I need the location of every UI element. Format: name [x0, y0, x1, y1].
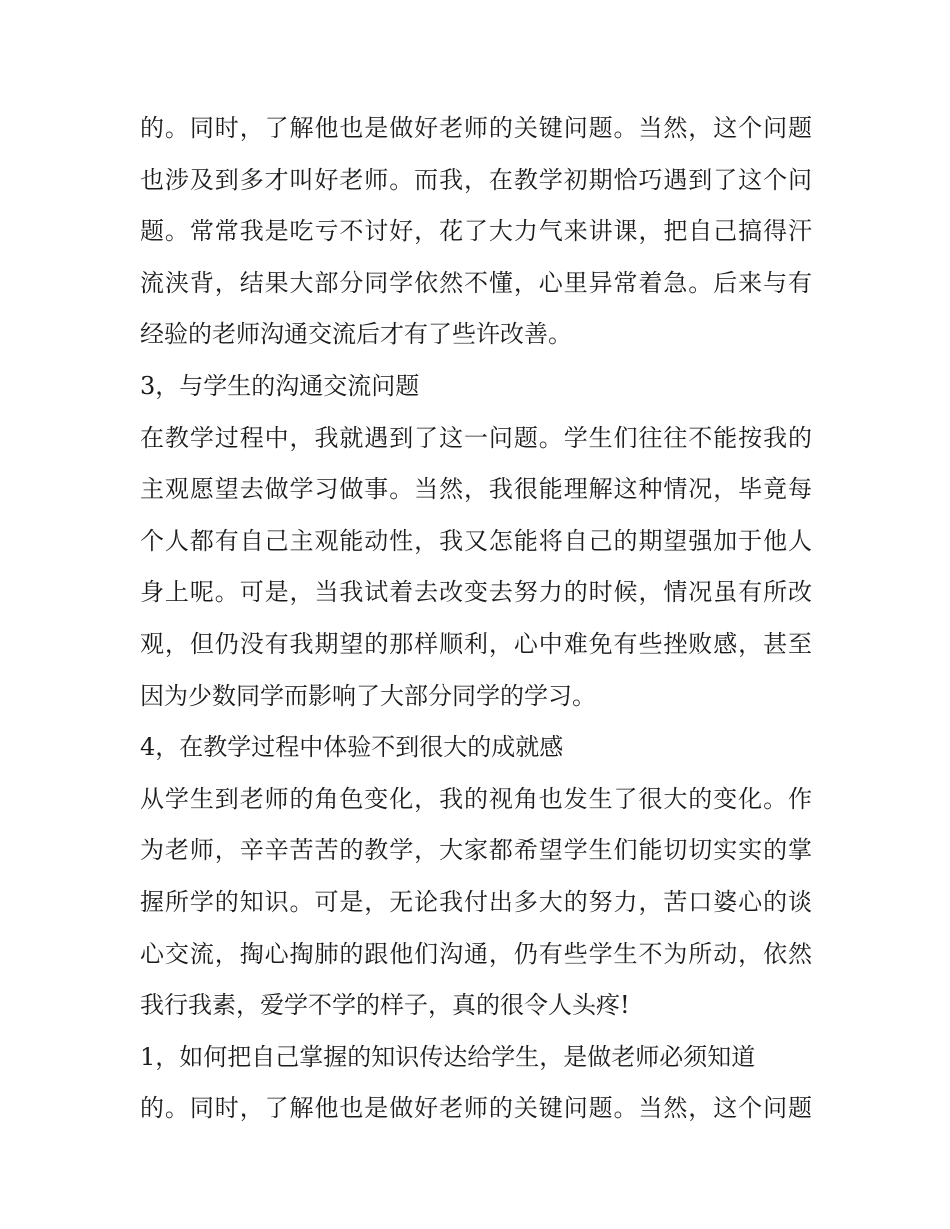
text-line: 3，与学生的沟通交流问题: [140, 371, 420, 400]
text-line: 流浃背，结果大部分同学依然不懂，心里异常着急。后来与有: [140, 268, 812, 297]
text-line: 的。同时，了解他也是做好老师的关键问题。当然，这个问题: [140, 114, 812, 142]
text-line: 从学生到老师的角色变化，我的视角也发生了很大的变化。作: [140, 784, 812, 813]
text-line: 也涉及到多才叫好老师。而我，在教学初期恰巧遇到了这个问: [140, 165, 812, 194]
text-line: 1，如何把自己掌握的知识传达给学生，是做老师必须知道: [140, 1042, 756, 1071]
text-line: 在教学过程中，我就遇到了这一问题。学生们往往不能按我的: [140, 423, 812, 452]
text-line: 4，在教学过程中体验不到很大的成就感: [140, 733, 564, 762]
document-body: [140, 103, 812, 1135]
text-line: 为老师，辛辛苦苦的教学，大家都希望学生们能切切实实的掌: [140, 836, 812, 865]
text-line: 因为少数同学而影响了大部分同学的学习。: [140, 681, 596, 710]
text-line: 我行我素，爱学不学的样子，真的很令人头疼!: [140, 991, 630, 1020]
text-line: 个人都有自己主观能动性，我又怎能将自己的期望强加于他人: [140, 526, 812, 555]
text-line: 主观愿望去做学习做事。当然，我很能理解这种情况，毕竟每: [140, 475, 812, 504]
text-line: 心交流，掏心掏肺的跟他们沟通，仍有些学生不为所动，依然: [140, 939, 812, 968]
text-line: 经验的老师沟通交流后才有了些许改善。: [140, 320, 572, 349]
text-line: 题。常常我是吃亏不讨好，花了大力气来讲课，把自己搞得汗: [140, 217, 812, 246]
text-line: 身上呢。可是，当我试着去改变去努力的时候，情况虽有所改: [140, 578, 812, 607]
text-line: 的。同时，了解他也是做好老师的关键问题。当然，这个问题: [140, 1094, 812, 1123]
text-line: 握所学的知识。可是，无论我付出多大的努力，苦口婆心的谈: [140, 887, 812, 916]
text-line: 观，但仍没有我期望的那样顺利，心中难免有些挫败感，甚至: [140, 629, 812, 658]
